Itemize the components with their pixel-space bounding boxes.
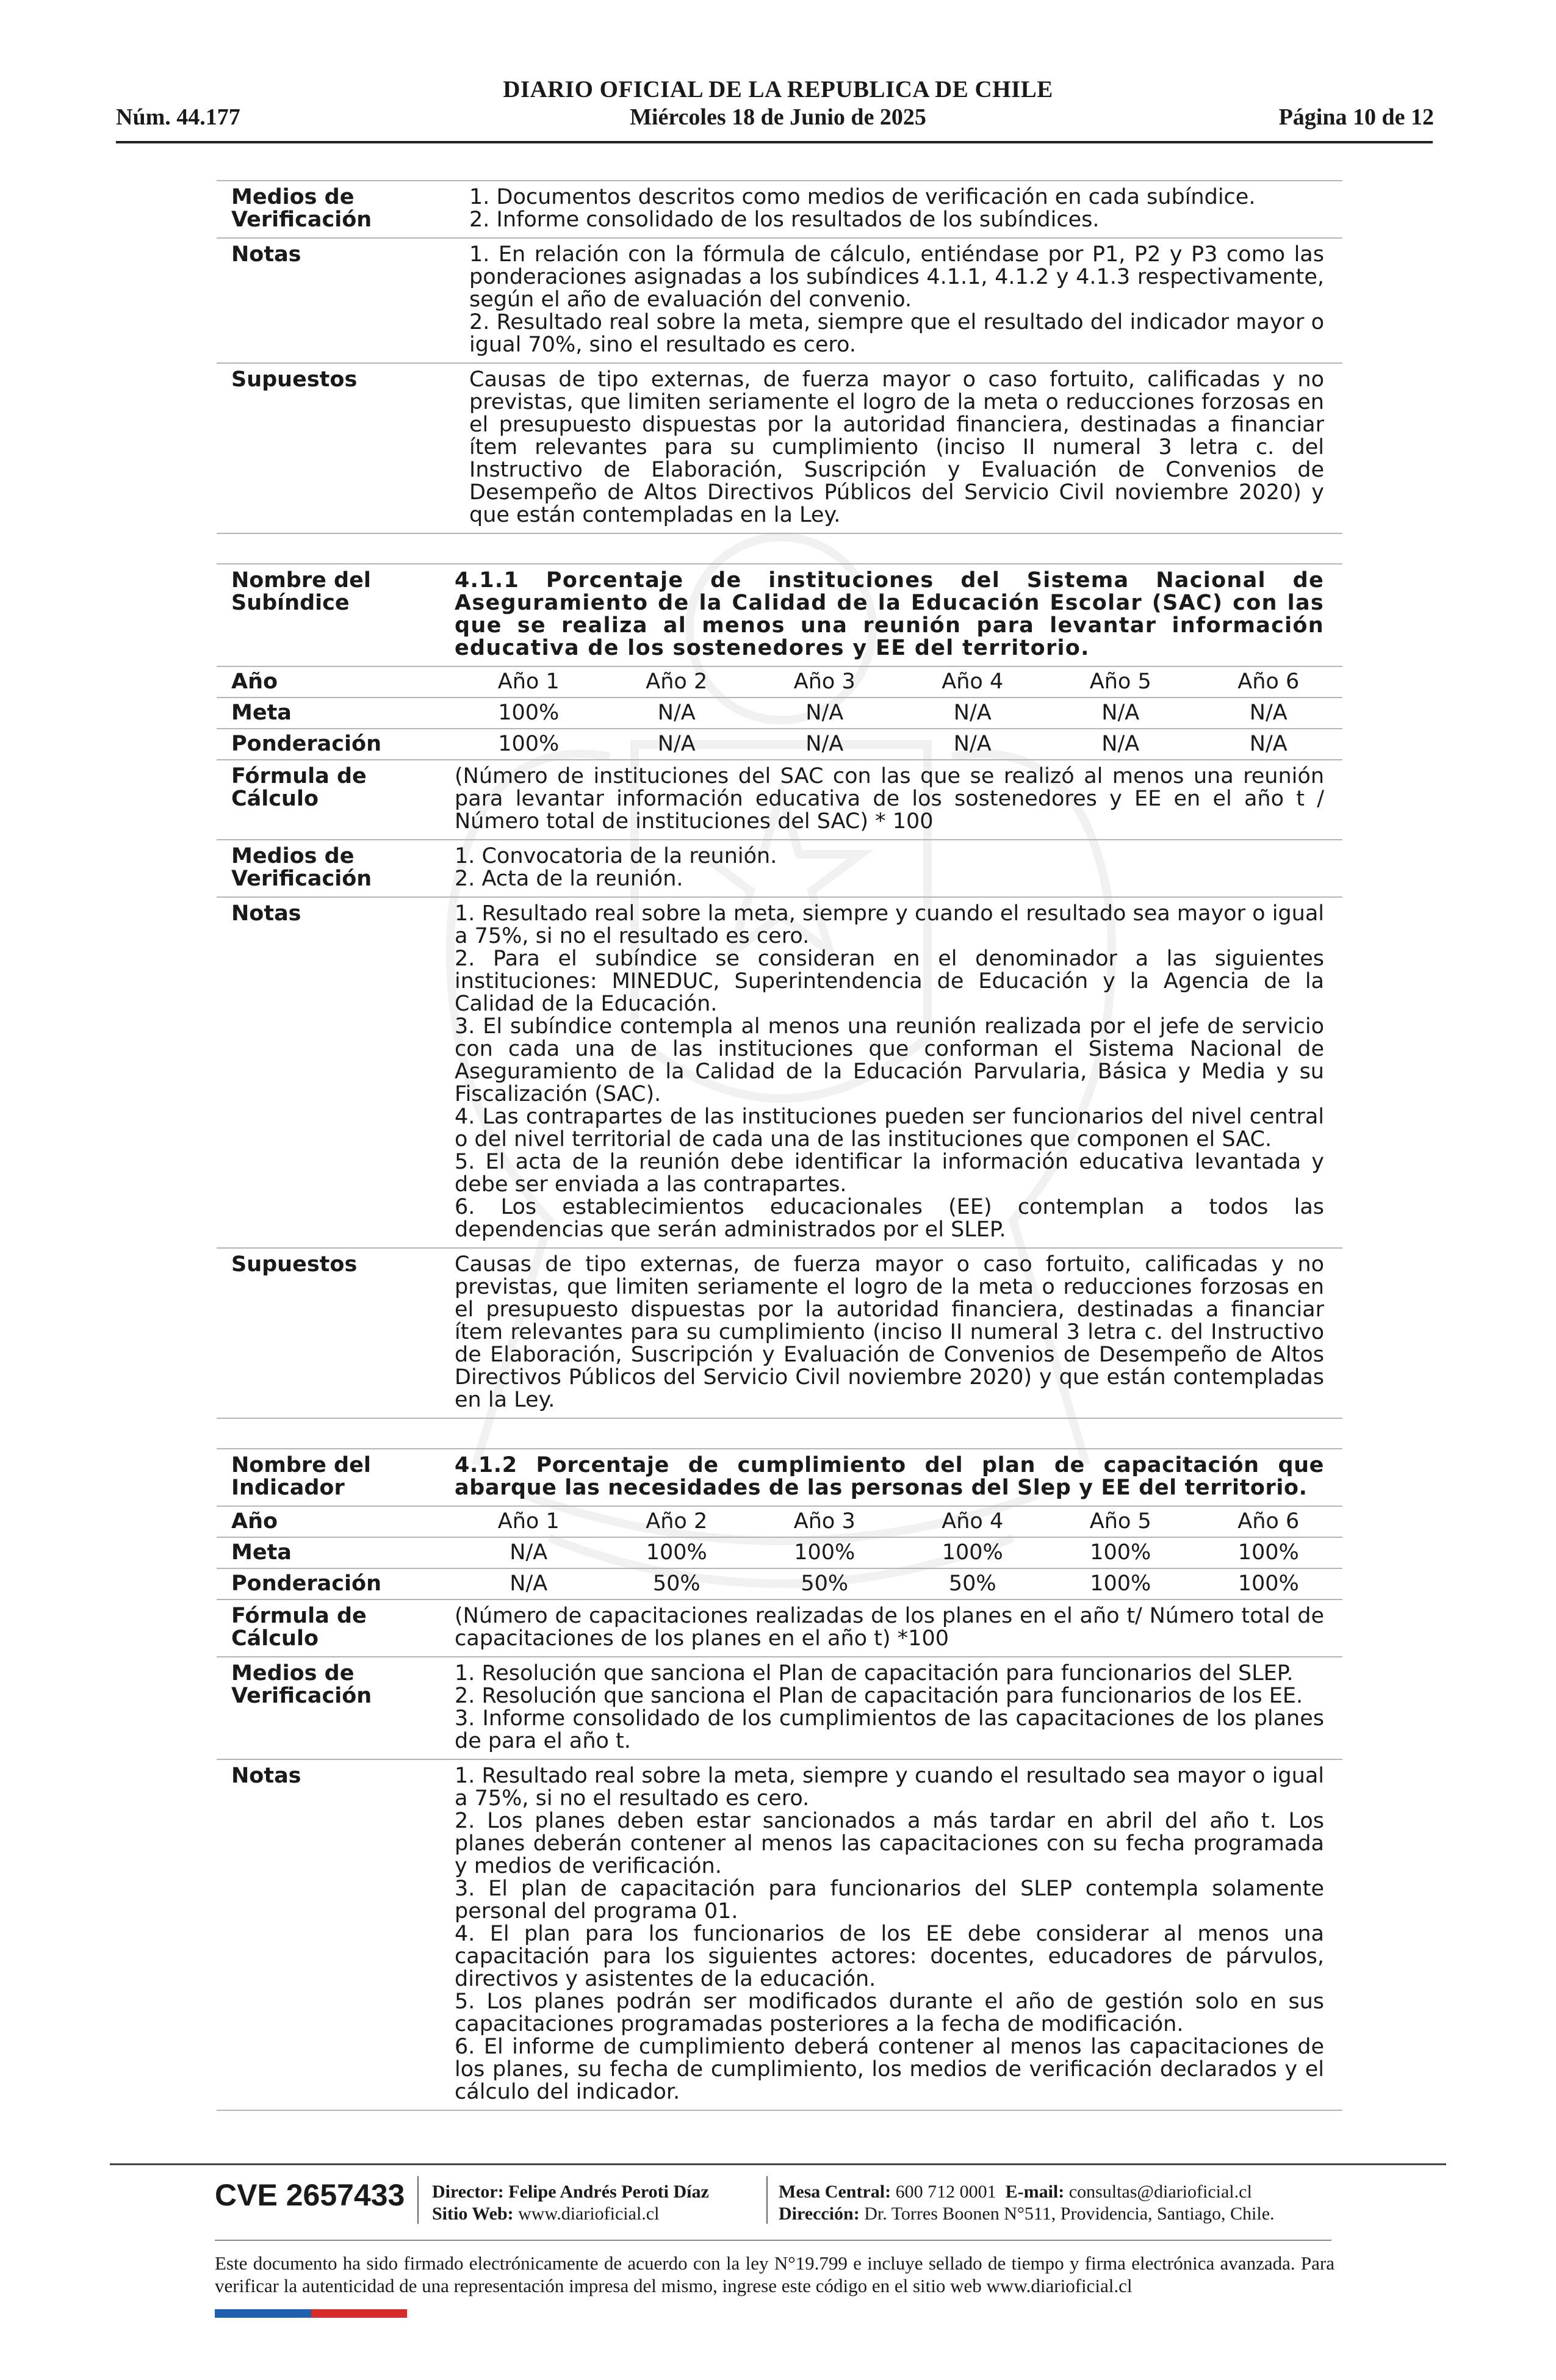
table-row (217, 1506, 1342, 1537)
footer-separator (766, 2176, 768, 2224)
list-item: 5. Los planes podrán ser modificados durante el año de gestión solo en sus capacitaciones programadas posteriores a la fecha de modificación. (455, 1989, 1324, 2036)
list-item: 5. El acta de la reunión debe identificar la información educativa levantada y debe ser enviada a las contrapartes. (455, 1150, 1324, 1197)
table-cell: Año 4 (899, 666, 1047, 698)
flag-red-stripe (311, 2309, 407, 2318)
table-cell: N/A (603, 698, 751, 729)
row-label: Supuestos (217, 1248, 455, 1418)
footer-divider (215, 2240, 1331, 2241)
row-label: Fórmula de Cálculo (217, 760, 455, 840)
row-value (455, 897, 1342, 1248)
table-cell: 100% (751, 1537, 899, 1568)
table-row (217, 840, 1342, 897)
table-cell: N/A (899, 698, 1047, 729)
list-item: Causas de tipo externas, de fuerza mayor o caso fortuito, calificadas y no previstas, que limiten seriamente el logro de la meta o reducciones forzosas en el presupuesto dispuestas por la autoridad financiera, destinadas a financiar ítem relevantes para su cumplimiento (inciso II numeral 3 letra c. del Instructivo de Elaboración, Suscripción y Evaluación de Convenios de Desempeño de Altos Directivos Públicos del Servicio Civil noviembre 2020) y que están contempladas en la Ley. (469, 367, 1324, 527)
table-row (217, 729, 1342, 760)
footer-contact-block (779, 2181, 1275, 2225)
table-cell: 100% (1046, 1537, 1195, 1568)
table-cell: Año 2 (603, 666, 751, 698)
table-cell: 100% (1195, 1568, 1343, 1599)
mesa-label: Mesa Central: (779, 2182, 891, 2202)
row-label: Meta (217, 1537, 455, 1568)
table-cell: 100% (455, 698, 603, 729)
row-label: Nombre del Subíndice (217, 564, 455, 666)
table-cell: N/A (1046, 729, 1195, 760)
indicator-name: 4.1.2 Porcentaje de cumplimiento del plan de capacitación que abarque las necesidades de las personas del Slep y EE del territorio. (455, 1449, 1342, 1506)
flag-color-bar (215, 2309, 407, 2318)
page-indicator: Página 10 de 12 (1278, 104, 1434, 130)
table-cell: N/A (603, 729, 751, 760)
table-row (217, 1449, 1342, 1506)
document-body (217, 180, 1342, 2111)
table-cell: N/A (1195, 698, 1343, 729)
list-item: 3. Informe consolidado de los cumplimientos de las capacitaciones de los planes de para el año t. (455, 1706, 1324, 1753)
table-cell: N/A (751, 729, 899, 760)
row-label: Medios de Verificación (217, 181, 469, 238)
address-value: Dr. Torres Boonen N°511, Providencia, Santiago, Chile. (864, 2204, 1275, 2224)
table-row (217, 1537, 1342, 1568)
row-label: Notas (217, 897, 455, 1248)
table-cell: 100% (899, 1537, 1047, 1568)
row-label: Ponderación (217, 729, 455, 760)
row-label: Notas (217, 1759, 455, 2110)
issue-number: Núm. 44.177 (116, 104, 240, 130)
row-label: Meta (217, 698, 455, 729)
footer-director-block (432, 2181, 709, 2225)
footer-divider (110, 2163, 1446, 2165)
table-cell: N/A (899, 729, 1047, 760)
list-item: 1. Resultado real sobre la meta, siempre y cuando el resultado sea mayor o igual a 75%, si no el resultado es cero. (455, 1764, 1324, 1811)
list-item: 2. Resultado real sobre la meta, siempre que el resultado del indicador mayor o igual 70%, sino el resultado es cero. (469, 310, 1324, 357)
newspaper-title: DIARIO OFICIAL DE LA REPUBLICA DE CHILE (503, 76, 1053, 103)
table-cell: Año 4 (899, 1506, 1047, 1537)
list-item: 6. El informe de cumplimiento deberá contener al menos las capacitaciones de los planes, su fecha de cumplimiento, los medios de verificación declarados y el cálculo del indicador. (455, 2035, 1324, 2104)
list-item: 2. Para el subíndice se consideran en el denominador a las siguientes instituciones: MINEDUC, Superintendencia de Educación y la Agencia de la Calidad de la Educación. (455, 947, 1324, 1016)
list-item: (Número de instituciones del SAC con las que se realizó al menos una reunión para levantar información educativa de los sostenedores y EE en el año t / Número total de instituciones del SAC) * 100 (455, 764, 1324, 834)
row-value (455, 1599, 1342, 1657)
row-value (469, 363, 1342, 533)
table-cell: Año 1 (455, 1506, 603, 1537)
table-row (217, 666, 1342, 698)
email-label: E-mail: (1005, 2182, 1065, 2202)
table-cell: N/A (1195, 729, 1343, 760)
table-cell: N/A (455, 1537, 603, 1568)
row-label: Año (217, 1506, 455, 1537)
indicator-table-4-1-2 (217, 1448, 1342, 2111)
row-value (455, 1248, 1342, 1418)
row-label: Fórmula de Cálculo (217, 1599, 455, 1657)
list-item: Causas de tipo externas, de fuerza mayor o caso fortuito, calificadas y no previstas, que limiten seriamente el logro de la meta o reducciones forzosas en el presupuesto dispuestas por la autoridad financiera, destinadas a financiar ítem relevantes para su cumplimiento (inciso II numeral 3 letra c. del Instructivo de Elaboración, Suscripción y Evaluación de Convenios de Desempeño de Altos Directivos Públicos del Servicio Civil noviembre 2020) y que están contempladas en la Ley. (455, 1252, 1324, 1412)
list-item: 1. Resolución que sanciona el Plan de capacitación para funcionarios del SLEP. (455, 1661, 1294, 1686)
table-row (217, 564, 1342, 666)
table-cell: 50% (899, 1568, 1047, 1599)
list-item: 3. El plan de capacitación para funcionarios del SLEP contempla solamente personal del programa 01. (455, 1877, 1324, 1924)
web-link[interactable]: www.diarioficial.cl (518, 2204, 660, 2224)
web-label: Sitio Web: (432, 2204, 514, 2224)
footer-separator (417, 2176, 419, 2224)
table-row (217, 1657, 1342, 1759)
row-value (455, 840, 1342, 897)
row-label: Ponderación (217, 1568, 455, 1599)
list-item: 1. Convocatoria de la reunión. (455, 844, 777, 868)
subindex-name: 4.1.1 Porcentaje de instituciones del Sistema Nacional de Aseguramiento de la Calidad de la Educación Escolar (SAC) con las que se realiza al menos una reunión para levantar información educativa de los sostenedores y EE del territorio. (455, 564, 1342, 666)
flag-blue-stripe (215, 2309, 311, 2318)
table-cell: 100% (1046, 1568, 1195, 1599)
list-item: 2. Informe consolidado de los resultados de los subíndices. (469, 207, 1100, 232)
row-value (455, 760, 1342, 840)
table-row (217, 897, 1342, 1248)
row-label: Año (217, 666, 455, 698)
director-name: Felipe Andrés Peroti Díaz (508, 2182, 709, 2202)
table-row (217, 1759, 1342, 2110)
director-label: Director: (432, 2182, 504, 2202)
mesa-value: 600 712 0001 (895, 2182, 996, 2202)
table-cell: Año 5 (1046, 1506, 1195, 1537)
table-cell: Año 3 (751, 1506, 899, 1537)
table-cell: 100% (1195, 1537, 1343, 1568)
list-item: (Número de capacitaciones realizadas de los planes en el año t/ Número total de capacitaciones de los planes en el año t) *100 (455, 1604, 1324, 1651)
table-cell: Año 5 (1046, 666, 1195, 698)
table-row (217, 698, 1342, 729)
row-value (469, 181, 1342, 238)
table-cell: 50% (603, 1568, 751, 1599)
row-value (455, 1759, 1342, 2110)
list-item: 2. Los planes deben estar sancionados a más tardar en abril del año t. Los planes deberán contener al menos las capacitaciones con su fecha programada y medios de verificación. (455, 1809, 1324, 1878)
table-row (217, 1599, 1342, 1657)
table-cell: N/A (751, 698, 899, 729)
list-item: 2. Resolución que sanciona el Plan de capacitación para funcionarios de los EE. (455, 1684, 1303, 1708)
table-cell: Año 3 (751, 666, 899, 698)
list-item: 4. Las contrapartes de las instituciones pueden ser funcionarios del nivel central o del nivel territorial de cada una de las instituciones que componen el SAC. (455, 1105, 1324, 1152)
table-row (217, 1248, 1342, 1418)
list-item: 1. Documentos descritos como medios de verificación en cada subíndice. (469, 185, 1256, 209)
legal-notice: Este documento ha sido firmado electrónicamente de acuerdo con la ley N°19.799 e incluye sellado de tiempo y firma electrónica avanzada. Para verificar la autenticidad de una representación impresa del mismo, ingrese este código en el sitio web www.diarioficial.cl (215, 2252, 1334, 2296)
row-value (469, 238, 1342, 363)
row-label: Medios de Verificación (217, 840, 455, 897)
table-cell: 100% (603, 1537, 751, 1568)
table-cell: Año 6 (1195, 666, 1343, 698)
list-item: 4. El plan para los funcionarios de los EE debe considerar al menos una capacitación para los siguientes actores: docentes, educadores de párvulos, directivos y asistentes de la educación. (455, 1922, 1324, 1991)
list-item: 6. Los establecimientos educacionales (EE) contemplan a todos las dependencias que serán administrados por el SLEP. (455, 1195, 1324, 1242)
table-cell: 50% (751, 1568, 899, 1599)
row-label: Notas (217, 238, 469, 363)
table-cell: N/A (1046, 698, 1195, 729)
indicator-table-continuation (217, 180, 1342, 534)
table-row (217, 1568, 1342, 1599)
list-item: 3. El subíndice contempla al menos una reunión realizada por el jefe de servicio con cada una de las instituciones que conforman el Sistema Nacional de Aseguramiento de la Calidad de la Educación Parvularia, Básica y Media y su Fiscalización (SAC). (455, 1014, 1324, 1106)
row-label: Medios de Verificación (217, 1657, 455, 1759)
row-label: Nombre del Indicador (217, 1449, 455, 1506)
address-label: Dirección: (779, 2204, 860, 2224)
header-divider (116, 141, 1433, 143)
table-row (217, 181, 1342, 238)
list-item: 1. Resultado real sobre la meta, siempre y cuando el resultado sea mayor o igual a 75%, si no el resultado es cero. (455, 901, 1324, 948)
table-cell: N/A (455, 1568, 603, 1599)
cve-code: CVE 2657433 (215, 2178, 405, 2212)
list-item: 2. Acta de la reunión. (455, 867, 683, 891)
issue-date: Miércoles 18 de Junio de 2025 (630, 104, 926, 130)
table-cell: Año 2 (603, 1506, 751, 1537)
table-cell: 100% (455, 729, 603, 760)
table-cell: Año 6 (1195, 1506, 1343, 1537)
table-cell: Año 1 (455, 666, 603, 698)
email-link[interactable]: consultas@diarioficial.cl (1068, 2182, 1252, 2202)
table-row (217, 238, 1342, 363)
row-value (455, 1657, 1342, 1759)
table-row (217, 363, 1342, 533)
subindex-table-4-1-1 (217, 563, 1342, 1419)
row-label: Supuestos (217, 363, 469, 533)
list-item: 1. En relación con la fórmula de cálculo, entiéndase por P1, P2 y P3 como las ponderaciones asignadas a los subíndices 4.1.1, 4.1.2 y 4.1.3 respectivamente, según el año de evaluación del convenio. (469, 242, 1324, 312)
table-row (217, 760, 1342, 840)
